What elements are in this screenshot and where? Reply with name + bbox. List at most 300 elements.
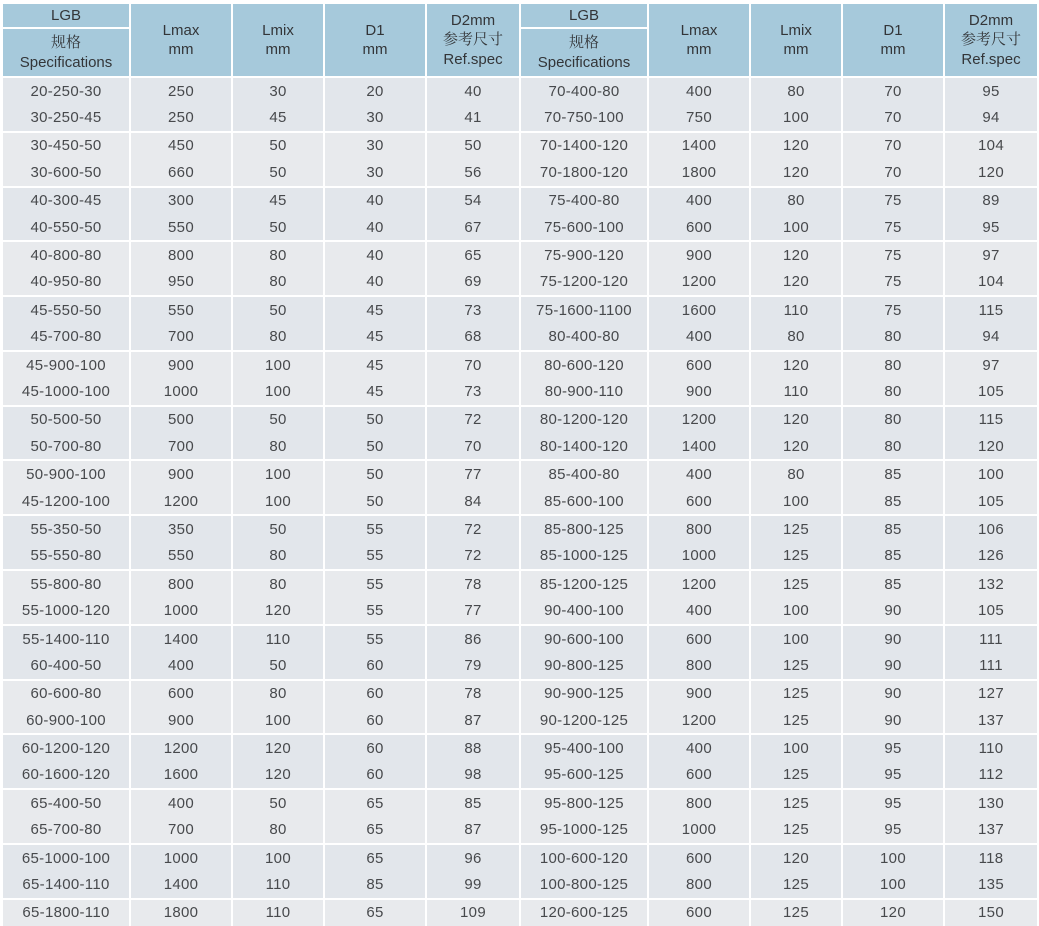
d1-cell: 80 [841,405,943,433]
d1-cell: 30 [323,104,425,130]
lmax-cell: 600 [647,624,749,652]
d1-cell: 95 [841,733,943,761]
d2-cell: 99 [425,871,519,897]
lmax-cell: 1000 [129,843,231,871]
header-lmix-label: Lmix [780,21,812,39]
d2-cell: 104 [943,269,1037,295]
lmax-cell: 450 [129,131,231,159]
lmax-cell: 700 [129,817,231,843]
d2-cell: 72 [425,405,519,433]
table-row [521,597,1037,623]
d2-cell: 56 [425,159,519,185]
table-row [3,269,519,295]
table-row [521,871,1037,897]
lmix-cell: 80 [231,679,323,707]
lmax-cell: 800 [647,788,749,816]
lmix-cell: 50 [231,405,323,433]
d2-cell: 118 [943,843,1037,871]
lmix-cell: 50 [231,295,323,323]
spec-cell: 75-1600-1100 [521,295,647,323]
d1-cell: 50 [323,488,425,514]
spec-cell: 40-300-45 [3,186,129,214]
d1-cell: 65 [323,788,425,816]
table-row [3,543,519,569]
lmix-cell: 125 [749,788,841,816]
d2-cell: 41 [425,104,519,130]
lmix-cell: 80 [231,240,323,268]
table-row [521,324,1037,350]
d2-cell: 98 [425,762,519,788]
lmix-cell: 125 [749,652,841,678]
d2-cell: 94 [943,324,1037,350]
lmix-cell: 100 [231,843,323,871]
table-row [3,240,519,268]
spec-cell: 50-500-50 [3,405,129,433]
lmix-cell: 120 [749,843,841,871]
lmix-cell: 110 [231,871,323,897]
lmax-cell: 800 [647,652,749,678]
d2-cell: 65 [425,240,519,268]
d2-cell: 115 [943,295,1037,323]
spec-cell: 30-600-50 [3,159,129,185]
table-row [3,762,519,788]
table-row [521,762,1037,788]
spec-cell: 45-700-80 [3,324,129,350]
d1-cell: 65 [323,898,425,926]
header-d1 [841,4,943,78]
table-row [3,871,519,897]
d2-cell: 73 [425,378,519,404]
d1-cell: 50 [323,459,425,487]
table-row [521,186,1037,214]
table-row [3,597,519,623]
spec-cell: 95-800-125 [521,788,647,816]
lmix-cell: 100 [749,624,841,652]
table-row [521,433,1037,459]
d2-cell: 100 [943,459,1037,487]
d1-cell: 70 [841,104,943,130]
d1-cell: 60 [323,652,425,678]
spec-cell: 55-1400-110 [3,624,129,652]
lmax-cell: 1200 [647,405,749,433]
lmix-cell: 110 [749,295,841,323]
d2-cell: 54 [425,186,519,214]
spec-cell: 90-800-125 [521,652,647,678]
lmix-cell: 80 [749,459,841,487]
header-ref-cn-label: 参考尺寸 [442,31,503,49]
d2-cell: 85 [425,788,519,816]
lmix-cell: 45 [231,104,323,130]
lmax-cell: 1400 [129,624,231,652]
lmax-cell: 400 [647,597,749,623]
lmax-cell: 400 [647,324,749,350]
spec-cell: 45-900-100 [3,350,129,378]
lmax-cell: 600 [647,350,749,378]
d1-cell: 65 [323,843,425,871]
spec-cell: 80-600-120 [521,350,647,378]
lmix-cell: 80 [231,324,323,350]
spec-cell: 45-1000-100 [3,378,129,404]
d2-cell: 115 [943,405,1037,433]
d2-cell: 87 [425,707,519,733]
lmix-cell: 120 [749,269,841,295]
lmix-cell: 50 [231,131,323,159]
table-row [521,350,1037,378]
spec-cell: 60-1200-120 [3,733,129,761]
d1-cell: 45 [323,378,425,404]
d1-cell: 80 [841,324,943,350]
lmix-cell: 125 [749,514,841,542]
d2-cell: 70 [425,433,519,459]
d1-cell: 85 [841,488,943,514]
d1-cell: 90 [841,707,943,733]
table-row [3,569,519,597]
lmix-cell: 125 [749,679,841,707]
header-lmix [749,4,841,78]
lmix-cell: 50 [231,159,323,185]
spec-cell: 30-450-50 [3,131,129,159]
header-lmix-unit: mm [265,41,291,58]
header-specifications [3,4,129,78]
table-row [521,214,1037,240]
lmax-cell: 550 [129,543,231,569]
table-row [3,624,519,652]
lmax-cell: 550 [129,214,231,240]
header-lmax [647,4,749,78]
d1-cell: 100 [841,871,943,897]
header-d1-unit: mm [362,41,388,58]
d2-cell: 73 [425,295,519,323]
lmix-cell: 80 [749,324,841,350]
lmax-cell: 800 [129,240,231,268]
lmax-cell: 600 [129,679,231,707]
d1-cell: 75 [841,269,943,295]
spec-cell: 40-800-80 [3,240,129,268]
lmax-cell: 1800 [647,159,749,185]
spec-cell: 30-250-45 [3,104,129,130]
lmix-cell: 110 [231,898,323,926]
d2-cell: 94 [943,104,1037,130]
table-row [521,131,1037,159]
d1-cell: 45 [323,324,425,350]
table-row [521,652,1037,678]
lmix-cell: 50 [231,652,323,678]
lmix-cell: 125 [749,871,841,897]
table-row [521,405,1037,433]
table-row [521,295,1037,323]
spec-cell: 85-400-80 [521,459,647,487]
lmax-cell: 800 [129,569,231,597]
spec-cell: 20-250-30 [3,78,129,104]
lmax-cell: 1000 [647,817,749,843]
d1-cell: 90 [841,652,943,678]
lmax-cell: 1200 [647,569,749,597]
d1-cell: 70 [841,131,943,159]
table-row [521,817,1037,843]
lmax-cell: 350 [129,514,231,542]
lmax-cell: 400 [129,788,231,816]
spec-cell: 50-900-100 [3,459,129,487]
d2-cell: 104 [943,131,1037,159]
header-lmax-unit: mm [168,41,194,58]
table-body-left [3,78,519,926]
spec-cell: 60-600-80 [3,679,129,707]
table-row [521,378,1037,404]
spec-cell: 55-800-80 [3,569,129,597]
table-row [521,543,1037,569]
lmax-cell: 1000 [647,543,749,569]
lmix-cell: 80 [231,269,323,295]
header-lgb-label: LGB [521,4,647,29]
d1-cell: 45 [323,350,425,378]
d2-cell: 89 [943,186,1037,214]
table-row [3,378,519,404]
lmax-cell: 250 [129,78,231,104]
lmax-cell: 900 [129,459,231,487]
header-d2 [943,4,1037,78]
lmix-cell: 120 [749,350,841,378]
d2-cell: 137 [943,707,1037,733]
d1-cell: 80 [841,378,943,404]
lmix-cell: 100 [231,488,323,514]
d1-cell: 60 [323,707,425,733]
d1-cell: 120 [841,898,943,926]
table-row [521,269,1037,295]
table-row [3,350,519,378]
lmax-cell: 400 [129,652,231,678]
header-d2-label: D2mm [450,12,496,30]
lmix-cell: 100 [749,214,841,240]
d1-cell: 70 [841,159,943,185]
lmix-cell: 80 [231,543,323,569]
table-row [3,788,519,816]
d2-cell: 111 [943,624,1037,652]
d2-cell: 127 [943,679,1037,707]
d2-cell: 70 [425,350,519,378]
d1-cell: 50 [323,405,425,433]
lmix-cell: 120 [749,131,841,159]
lmix-cell: 120 [749,240,841,268]
table-row [521,788,1037,816]
spec-cell: 55-350-50 [3,514,129,542]
lmix-cell: 50 [231,514,323,542]
d1-cell: 45 [323,295,425,323]
lmix-cell: 125 [749,898,841,926]
header-spec-cn-label: 规格 [50,34,81,52]
lmax-cell: 600 [647,488,749,514]
lmax-cell: 900 [647,240,749,268]
table-row [3,652,519,678]
spec-cell: 65-700-80 [3,817,129,843]
d1-cell: 55 [323,514,425,542]
table-row [3,733,519,761]
d1-cell: 30 [323,159,425,185]
d2-cell: 79 [425,652,519,678]
d1-cell: 80 [841,433,943,459]
d1-cell: 85 [841,543,943,569]
lmix-cell: 110 [749,378,841,404]
lmix-cell: 100 [231,707,323,733]
lmax-cell: 1000 [129,378,231,404]
lmix-cell: 50 [231,788,323,816]
spec-cell: 95-400-100 [521,733,647,761]
table-row [521,104,1037,130]
spec-cell: 100-600-120 [521,843,647,871]
lmix-cell: 125 [749,569,841,597]
spec-cell: 90-600-100 [521,624,647,652]
table-row [521,843,1037,871]
d2-cell: 137 [943,817,1037,843]
lmax-cell: 400 [647,733,749,761]
lmix-cell: 120 [749,405,841,433]
lmax-cell: 900 [647,378,749,404]
table-row [521,569,1037,597]
lmax-cell: 400 [647,186,749,214]
table-row [521,78,1037,104]
d2-cell: 130 [943,788,1037,816]
header-lmix [231,4,323,78]
d1-cell: 55 [323,569,425,597]
header-specifications [521,4,647,78]
table-row [521,240,1037,268]
header-lmax-label: Lmax [680,21,718,39]
table-row [3,214,519,240]
spec-cell: 75-900-120 [521,240,647,268]
table-row [3,433,519,459]
d1-cell: 90 [841,679,943,707]
spec-cell: 95-1000-125 [521,817,647,843]
lmax-cell: 660 [129,159,231,185]
table-row [3,131,519,159]
table-row [521,707,1037,733]
table-row [521,898,1037,926]
lmax-cell: 600 [647,214,749,240]
lmax-cell: 1400 [647,131,749,159]
header-lmax-unit: mm [686,41,712,58]
header-d1-label: D1 [883,21,903,39]
header-d1-unit: mm [880,41,906,58]
d1-cell: 95 [841,762,943,788]
d1-cell: 60 [323,679,425,707]
d2-cell: 96 [425,843,519,871]
lmax-cell: 750 [647,104,749,130]
d1-cell: 55 [323,543,425,569]
lmax-cell: 950 [129,269,231,295]
d2-cell: 105 [943,597,1037,623]
d2-cell: 135 [943,871,1037,897]
header-d1-label: D1 [365,21,385,39]
d1-cell: 20 [323,78,425,104]
lmax-cell: 1200 [129,733,231,761]
spec-cell: 70-400-80 [521,78,647,104]
lmix-cell: 80 [749,186,841,214]
spec-cell: 65-400-50 [3,788,129,816]
table-row [3,78,519,104]
lmix-cell: 45 [231,186,323,214]
d2-cell: 132 [943,569,1037,597]
d2-cell: 105 [943,488,1037,514]
d2-cell: 40 [425,78,519,104]
table-row [3,488,519,514]
d2-cell: 69 [425,269,519,295]
table-row [521,733,1037,761]
lmax-cell: 1600 [129,762,231,788]
header-ref-en-label: Ref.spec [961,50,1021,68]
d2-cell: 97 [943,240,1037,268]
d2-cell: 87 [425,817,519,843]
header-d2 [425,4,519,78]
spec-cell: 80-1200-120 [521,405,647,433]
lmix-cell: 100 [749,597,841,623]
spec-cell: 60-1600-120 [3,762,129,788]
d1-cell: 90 [841,597,943,623]
table-row [3,707,519,733]
table-row [3,898,519,926]
lmix-cell: 120 [749,433,841,459]
table-row [3,817,519,843]
lmix-cell: 120 [231,762,323,788]
spec-table-right [521,4,1037,926]
lmax-cell: 1400 [647,433,749,459]
d2-cell: 84 [425,488,519,514]
table-row [3,186,519,214]
header-lmax-label: Lmax [162,21,200,39]
spec-cell: 65-1400-110 [3,871,129,897]
header-lgb-label: LGB [3,4,129,29]
header-d2-label: D2mm [968,12,1014,30]
d2-cell: 111 [943,652,1037,678]
lmix-cell: 125 [749,543,841,569]
header-lmix-label: Lmix [262,21,294,39]
spec-cell: 90-1200-125 [521,707,647,733]
lmix-cell: 80 [231,569,323,597]
d2-cell: 126 [943,543,1037,569]
d1-cell: 75 [841,295,943,323]
d1-cell: 75 [841,214,943,240]
spec-cell: 50-700-80 [3,433,129,459]
d2-cell: 105 [943,378,1037,404]
lmax-cell: 600 [647,843,749,871]
lmax-cell: 550 [129,295,231,323]
lmax-cell: 600 [647,898,749,926]
d1-cell: 75 [841,240,943,268]
spec-cell: 90-900-125 [521,679,647,707]
table-row [521,624,1037,652]
lmax-cell: 300 [129,186,231,214]
table-body-right [521,78,1037,926]
lmax-cell: 900 [647,679,749,707]
lmix-cell: 125 [749,762,841,788]
spec-cell: 120-600-125 [521,898,647,926]
lmax-cell: 900 [129,707,231,733]
header-ref-cn-label: 参考尺寸 [960,31,1021,49]
d1-cell: 90 [841,624,943,652]
spec-cell: 70-1400-120 [521,131,647,159]
lmix-cell: 50 [231,214,323,240]
d2-cell: 78 [425,569,519,597]
d2-cell: 72 [425,543,519,569]
lmix-cell: 100 [749,488,841,514]
spec-cell: 45-1200-100 [3,488,129,514]
header-lmix-unit: mm [783,41,809,58]
lmax-cell: 700 [129,324,231,350]
lmax-cell: 1200 [647,707,749,733]
d1-cell: 40 [323,214,425,240]
lmix-cell: 100 [231,378,323,404]
d2-cell: 77 [425,459,519,487]
d2-cell: 120 [943,159,1037,185]
lmax-cell: 500 [129,405,231,433]
